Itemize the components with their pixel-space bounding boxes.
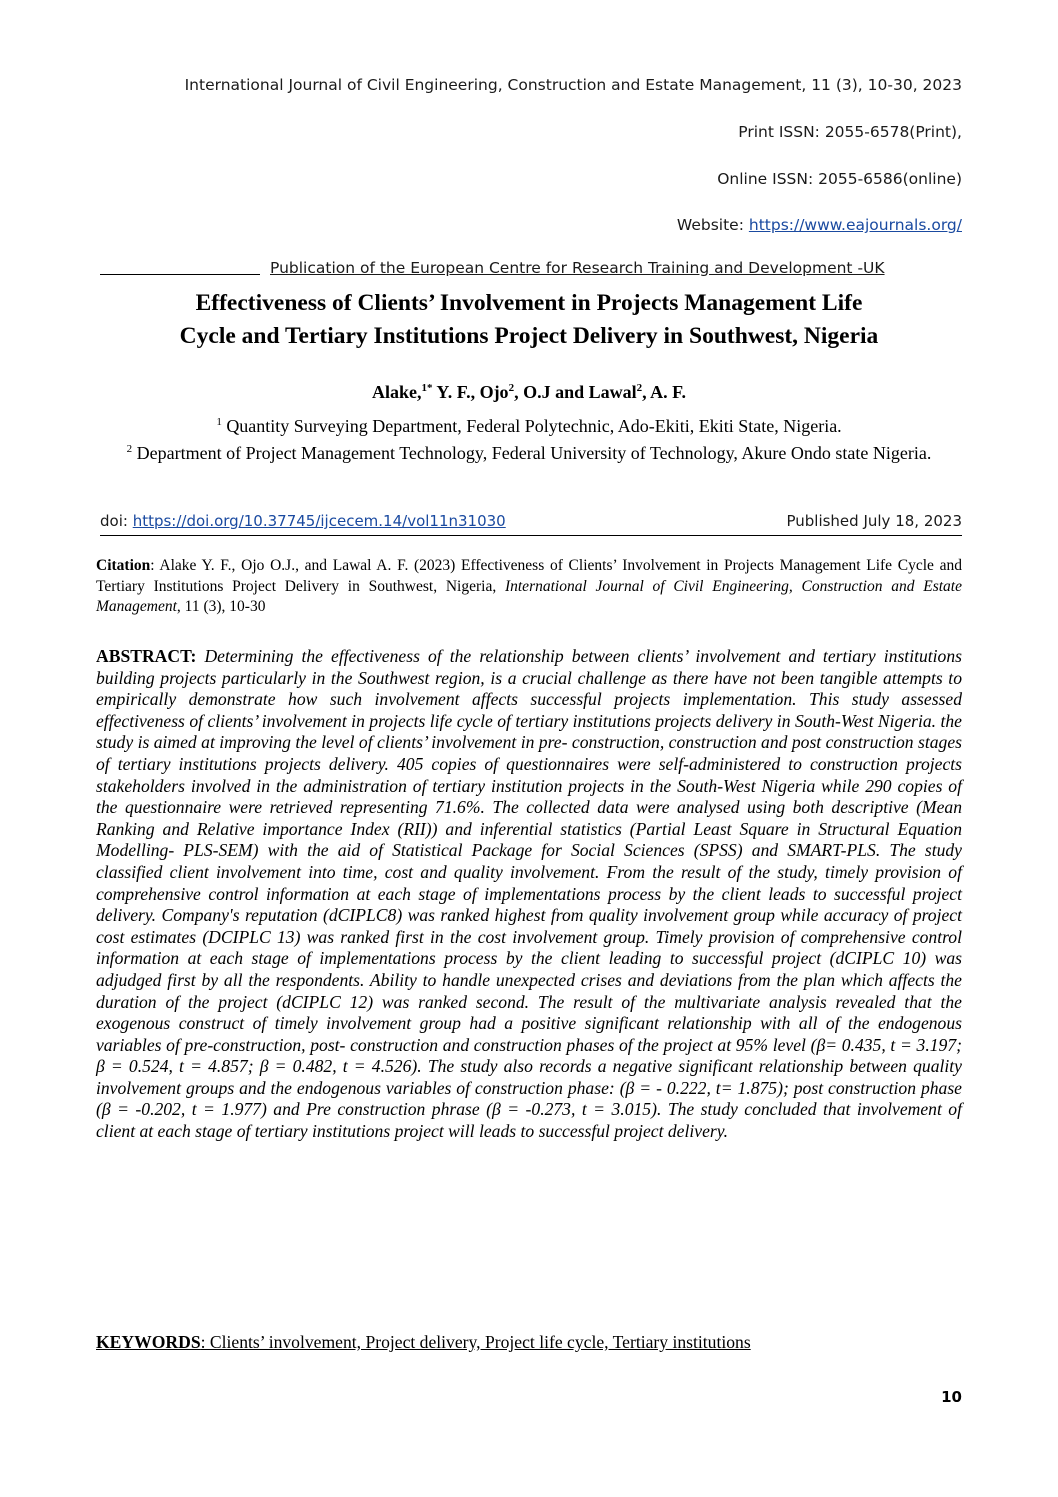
author-3-sup: 2 <box>636 382 643 394</box>
affiliation-2 <box>120 437 938 466</box>
website-link[interactable]: https://www.eajournals.org/ <box>748 216 962 234</box>
doi-rule <box>100 535 962 536</box>
citation <box>96 556 962 618</box>
keywords-label: KEYWORDS <box>96 1332 201 1352</box>
abstract-label: ABSTRACT: <box>96 646 197 666</box>
title-line-2: Cycle and Tertiary Institutions Project Delivery in Southwest, Nigeria <box>179 323 879 349</box>
keywords-text: : Clients’ involvement, Project delivery, Project life cycle, Tertiary institutions <box>200 1332 751 1352</box>
publisher-line: Publication of the European Centre for Research Training and Development -UK <box>270 259 885 277</box>
affiliation-1-text: Quantity Surveying Department, Federal Polytechnic, Ado-Ekiti, Ekiti State, Nigeria. <box>226 416 842 436</box>
website-line <box>677 216 962 234</box>
citation-text: : Alake Y. F., Ojo O.J., and Lawal A. F. (2023) Effectiveness of Clients’ Involvement in Projects Management Life Cycle and Tertiary Institutions Project Delivery in Southwest, Nigeria, <box>96 557 962 595</box>
author-2-sup: 2 <box>508 382 515 394</box>
keywords <box>96 1332 962 1353</box>
online-issn: Online ISSN: 2055-6586(online) <box>717 170 962 188</box>
published-date: Published July 18, 2023 <box>786 512 962 530</box>
page-number: 10 <box>941 1388 962 1406</box>
author-3-initials: , A. F. <box>642 382 686 402</box>
doi-link[interactable]: https://doi.org/10.37745/ijcecem.14/vol11n31030 <box>132 512 506 530</box>
doi-label: doi: <box>100 512 128 530</box>
abstract-text: Determining the effectiveness of the relationship between clients’ involvement and tertiary institutions building projects particularly in the Southwest region, is a crucial challenge as there have not been tangible attempts to empirically demonstrate how such involvement affects successful projects implementation. This study assessed effectiveness of clients’ involvement in projects life cycle of tertiary institutions projects delivery in South-West Nigeria. the study is aimed at improving the level of clients’ involvement in pre- construction, construction and post construction stages of tertiary institutions projects delivery. 405 copies of questionnaires were self-administered to construction projects stakeholders involved in the administration of tertiary institution projects in the South-West Nigeria while 290 copies of the questionnaire were retrieved representing 71.6%. The collected data were analysed using both descriptive (Mean Ranking and Relative importance Index (RII)) and inferential statistics (Partial Least Square in Structural Equation Modelling- PLS-SEM) with the aid of Statistical Package for Social Sciences (SPSS) and SMART-PLS. The study classified client involvement into time, cost and quality involvement. From the result of the study, timely provision of comprehensive control information at each stage of implementations process by the client leads to successful project delivery. Company's reputation (dCIPLC8) was ranked highest from quality involvement group while accuracy of project cost estimates (DCIPLC 13) was ranked first in the cost involvement group. Timely provision of comprehensive control information at each stage of implementations process by the client leading to successful project (dCIPLC 10) was adjudged first by all the respondents. Ability to handle unexpected crises and deviations from the plan which affects the duration of the project (dCIPLC 12) was ranked second. The result of the multivariate analysis revealed that the exogenous construct of timely involvement group had a positive significant relationship with all of the endogenous variables of pre-construction, post- construction and construction phases of the project at 95% level (β= 0.435, t = 3.197; β = 0.524, t = 4.857; β = 0.482, t = 4.526). The study also records a negative significant relationship between quality involvement groups and the endogenous variables of construction phase: (β = - 0.222, t= 1.875); post construction phase (β = -0.202, t = 1.977) and Pre construction phrase (β = -0.273, t = 3.015). The study concluded that involvement of client at each stage of tertiary institutions project will leads to successful project delivery. <box>96 646 962 1142</box>
affiliation-1 <box>120 410 938 439</box>
print-issn: Print ISSN: 2055-6578(Print), <box>738 123 962 141</box>
doi-row <box>100 512 962 530</box>
citation-journal: International Journal of Civil Engineering, Construction and Estate Management <box>96 577 962 615</box>
author-list <box>96 382 962 403</box>
header-rule <box>100 274 260 275</box>
author-1-initials: Y. F., Ojo <box>436 382 509 402</box>
affiliation-2-text: Department of Project Management Technology, Federal University of Technology, Akure Ondo state Nigeria. <box>136 443 932 463</box>
website-label: Website: <box>676 216 744 234</box>
affiliation-1-number: 1 <box>216 416 222 428</box>
abstract <box>96 646 962 1143</box>
title-line-1: Effectiveness of Clients’ Involvement in Projects Management Life <box>195 290 863 316</box>
author-1-name: Alake, <box>372 382 422 402</box>
citation-volume: , 11 (3), 10-30 <box>176 598 266 615</box>
citation-label: Citation <box>96 557 151 574</box>
paper-title <box>96 287 962 353</box>
author-2-initials: , O.J and Lawal <box>514 382 637 402</box>
journal-header: International Journal of Civil Engineering, Construction and Estate Management, 11 (3), 10-30, 2023 <box>184 76 962 94</box>
author-1-sup: 1* <box>421 382 433 394</box>
affiliation-2-number: 2 <box>126 443 133 455</box>
